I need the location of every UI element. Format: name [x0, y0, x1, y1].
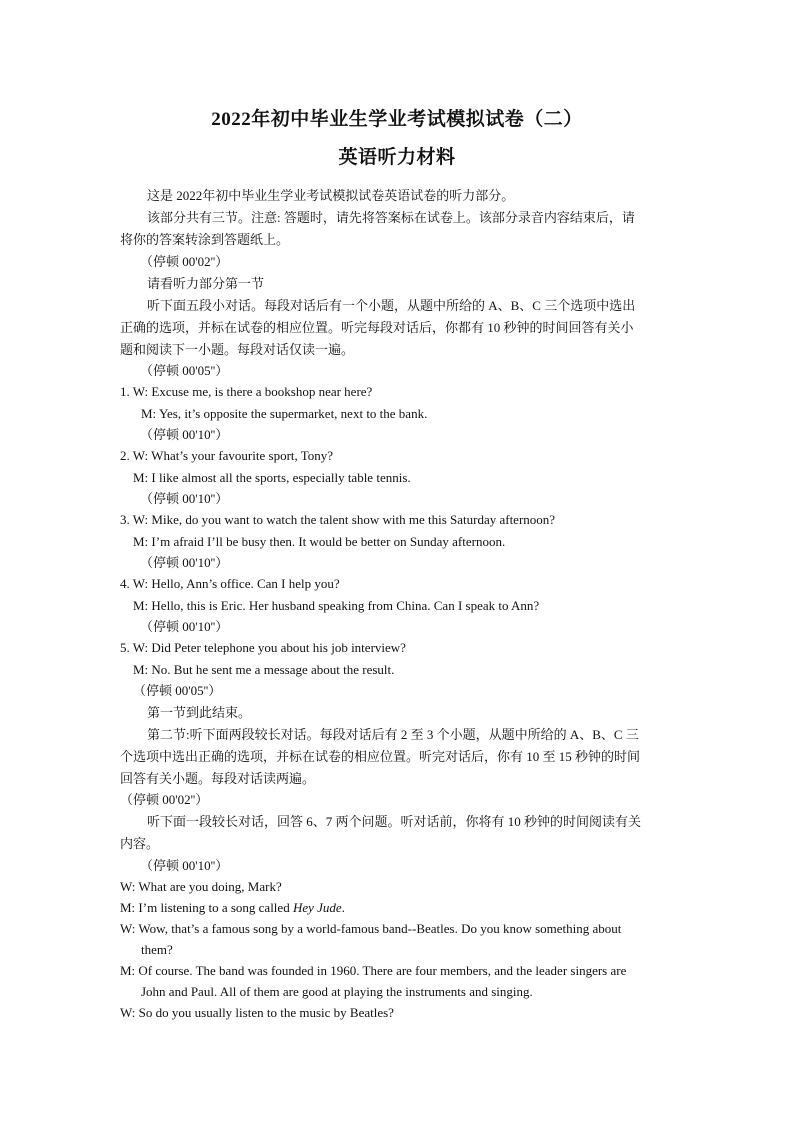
section-end-note: 第一节到此结束。	[147, 705, 252, 720]
intro-paragraph: 这是 2022年初中毕业生学业考试模拟试卷英语试卷的听力部分。	[147, 188, 515, 203]
dialogue-line: 5. W: Did Peter telephone you about his job interview?	[120, 640, 406, 655]
dialogue-line: M: No. But he sent me a message about the result.	[133, 662, 395, 677]
intro-paragraph: 将你的答案转涂到答题纸上。	[120, 232, 290, 247]
pause-note: （停顿 00'10''）	[140, 858, 229, 873]
section-heading: 请看听力部分第一节	[147, 276, 265, 291]
instruction-paragraph: 回答有关小题。每段对话读两遍。	[120, 771, 316, 786]
pause-note: （停顿 00'05''）	[133, 683, 222, 698]
pause-note: （停顿 00'02''）	[140, 254, 229, 269]
instruction-paragraph: 第二节:听下面两段较长对话。每段对话后有 2 至 3 个小题，从题中所给的 A、B、C 三	[147, 727, 639, 742]
dialogue-line: 4. W: Hello, Ann’s office. Can I help you?	[120, 576, 340, 591]
conversation-line: W: Wow, that’s a famous song by a world-famous band--Beatles. Do you know something about	[120, 921, 622, 936]
document-title: 2022年初中毕业生学业考试模拟试卷（二）	[211, 109, 583, 130]
pause-note: （停顿 00'10''）	[140, 427, 229, 442]
conversation-line: W: What are you doing, Mark?	[120, 879, 282, 894]
song-title: Hey Jude	[292, 900, 342, 915]
document-subtitle: 英语听力材料	[338, 147, 456, 168]
dialogue-line: 1. W: Excuse me, is there a bookshop near here?	[120, 384, 373, 399]
instruction-paragraph: 个选项中选出正确的选项，并标在试卷的相应位置。听完对话后，你有 10 至 15 秒钟的时间	[120, 749, 641, 764]
pause-note: （停顿 00'10''）	[140, 555, 229, 570]
pause-note: （停顿 00'05''）	[140, 363, 229, 378]
conversation-line: M: Of course. The band was founded in 1960. There are four members, and the leader singers are	[120, 963, 627, 978]
intro-paragraph: 该部分共有三节。注意: 答题时，请先将答案标在试卷上。该部分录音内容结束后，请	[147, 210, 635, 225]
instruction-paragraph: 正确的选项，并标在试卷的相应位置。听完每段对话后，你都有 10 秒钟的时间回答有关小	[120, 320, 634, 335]
pause-note: （停顿 00'10''）	[140, 491, 229, 506]
conversation-text: M: I’m listening to a song called	[120, 900, 293, 915]
dialogue-line: 3. W: Mike, do you want to watch the talent show with me this Saturday afternoon?	[120, 512, 556, 527]
instruction-paragraph: 听下面一段较长对话，回答 6、7 两个问题。听对话前，你将有 10 秒钟的时间阅读有关	[147, 814, 642, 829]
pause-note: （停顿 00'02''）	[120, 792, 209, 807]
dialogue-line: M: Hello, this is Eric. Her husband speaking from China. Can I speak to Ann?	[133, 598, 540, 613]
dialogue-line: M: Yes, it’s opposite the supermarket, next to the bank.	[141, 406, 428, 421]
pause-note: （停顿 00'10''）	[140, 619, 229, 634]
conversation-line: them?	[141, 942, 173, 957]
dialogue-line: 2. W: What’s your favourite sport, Tony?	[120, 448, 334, 463]
instruction-paragraph: 内容。	[120, 836, 160, 851]
conversation-line: John and Paul. All of them are good at playing the instruments and singing.	[141, 984, 533, 999]
conversation-text: .	[341, 900, 345, 915]
instruction-paragraph: 题和阅读下一小题。每段对话仅读一遍。	[120, 342, 355, 357]
dialogue-line: M: I like almost all the sports, especially table tennis.	[133, 470, 411, 485]
conversation-line	[120, 899, 345, 917]
dialogue-line: M: I’m afraid I’ll be busy then. It would be better on Sunday afternoon.	[133, 534, 506, 549]
conversation-line: W: So do you usually listen to the music by Beatles?	[120, 1005, 394, 1020]
instruction-paragraph: 听下面五段小对话。每段对话后有一个小题，从题中所给的 A、B、C 三个选项中选出	[147, 298, 636, 313]
